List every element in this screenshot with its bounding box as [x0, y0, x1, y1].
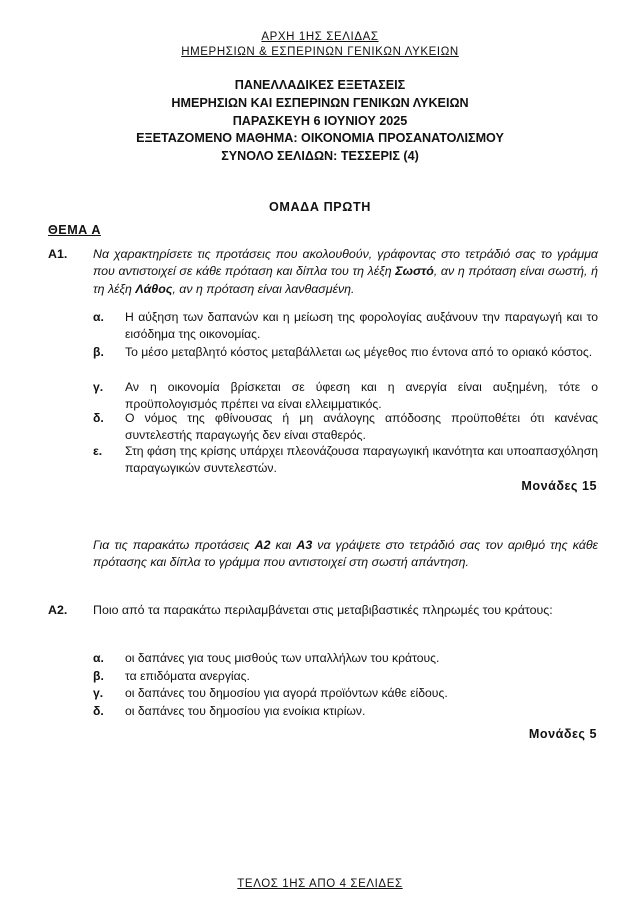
item-letter: α.	[93, 310, 104, 324]
question-a1-label: Α1.	[48, 247, 68, 261]
a1-item	[93, 410, 598, 444]
option-text: οι δαπάνες του δημοσίου για αγορά προϊόντων κάθε είδους.	[125, 686, 448, 700]
header-start-of-page: ΑΡΧΗ 1ΗΣ ΣΕΛΙΔΑΣ	[261, 31, 379, 43]
item-letter: β.	[93, 345, 104, 359]
title-line-1: ΠΑΝΕΛΛΑΔΙΚΕΣ ΕΞΕΤΑΣΕΙΣ	[234, 78, 406, 92]
instr-text: Για τις παρακάτω προτάσεις	[93, 538, 255, 552]
ref-a3: Α3	[296, 538, 313, 552]
instr-text: , αν η πρόταση είναι λανθασμένη.	[172, 281, 355, 296]
option-letter: δ.	[93, 704, 104, 718]
a2-a3-instructions	[93, 537, 598, 572]
a1-item	[93, 344, 598, 361]
a1-item	[93, 379, 598, 413]
item-letter: ε.	[93, 444, 103, 458]
instr-text: και	[270, 538, 297, 552]
item-text: Ο νόμος της φθίνουσας ή μη ανάλογης απόδοσης προϋποθέτει ότι κανένας συντελεστής παραγωγής δεν είναι σταθερός.	[125, 411, 598, 442]
a1-marks: Μονάδες 15	[521, 479, 597, 493]
item-letter: γ.	[93, 380, 104, 394]
question-a2-text: Ποιο από τα παρακάτω περιλαμβάνεται στις μεταβιβαστικές πληρωμές του κράτους:	[93, 603, 553, 617]
option-text: τα επιδόματα ανεργίας.	[125, 669, 250, 683]
item-text: Το μέσο μεταβλητό κόστος μεταβάλλεται ως μέγεθος πιο έντονα από το οριακό κόστος.	[125, 345, 593, 359]
question-a1-instructions	[93, 246, 598, 298]
word-correct: Σωστό	[395, 264, 434, 279]
item-text: Αν η οικονομία βρίσκεται σε ύφεση και η ανεργία είναι αυξημένη, τότε ο προϋπολογισμός πρέπει να είναι ελλειμματικός.	[125, 380, 598, 411]
exam-title-block	[0, 77, 640, 166]
option-letter: α.	[93, 651, 104, 665]
header-school-type: ΗΜΕΡΗΣΙΩΝ & ΕΣΠΕΡΙΝΩΝ ΓΕΝΙΚΩΝ ΛΥΚΕΙΩΝ	[181, 46, 459, 58]
option-text: οι δαπάνες του δημοσίου για ενοίκια κτιρίων.	[125, 704, 366, 718]
item-text: Στη φάση της κρίσης υπάρχει πλεονάζουσα παραγωγική ικανότητα και υποαπασχόληση παραγωγικών συντελεστών.	[125, 444, 598, 475]
instr-text: Να χαρακτηρίσετε τις προτάσεις που ακολουθούν, γράφοντας στο τετράδιό σας το γράμμα που αντιστοιχεί σε κάθε πρόταση και δίπλα του τη λέξη	[93, 247, 598, 279]
word-wrong: Λάθος	[135, 281, 173, 296]
instr-text: να γράψετε στο τετράδιό σας τον αριθμό της κάθε πρότασης και δίπλα το γράμμα που αντιστοιχεί στη σωστή απάντηση.	[93, 538, 598, 570]
title-line-5: ΣΥΝΟΛΟ ΣΕΛΙΔΩΝ: ΤΕΣΣΕΡΙΣ (4)	[221, 149, 419, 164]
a2-option	[93, 668, 598, 685]
item-letter: δ.	[93, 411, 104, 425]
a2-option	[93, 703, 598, 720]
ref-a2: Α2	[254, 538, 271, 552]
page-header	[0, 30, 640, 60]
option-text: οι δαπάνες για τους μισθούς των υπαλλήλων του κράτους.	[125, 651, 440, 665]
section-heading: ΘΕΜΑ Α	[48, 223, 101, 237]
question-a2-label: Α2.	[48, 603, 68, 617]
a2-option	[93, 685, 598, 702]
title-line-3: ΠΑΡΑΣΚΕΥΗ 6 ΙΟΥΝΙΟΥ 2025	[232, 113, 408, 128]
option-letter: γ.	[93, 686, 104, 700]
a1-item	[93, 309, 598, 343]
title-line-4: ΕΞΕΤΑΖΟΜΕΝΟ ΜΑΘΗΜΑ: ΟΙΚΟΝΟΜΙΑ ΠΡΟΣΑΝΑΤΟΛΙΣΜΟΥ	[136, 131, 504, 146]
a2-option	[93, 650, 598, 667]
title-line-2: ΗΜΕΡΗΣΙΩΝ ΚΑΙ ΕΣΠΕΡΙΝΩΝ ΓΕΝΙΚΩΝ ΛΥΚΕΙΩΝ	[171, 95, 469, 110]
page-footer: ΤΕΛΟΣ 1ΗΣ ΑΠΟ 4 ΣΕΛΙΔΕΣ	[237, 878, 403, 890]
item-text: Η αύξηση των δαπανών και η μείωση της φορολογίας αυξάνουν την παραγωγή και το εισόδημα της οικονομίας.	[125, 310, 598, 341]
instr-text: , αν η πρόταση είναι σωστή, ή τη λέξη	[93, 264, 598, 296]
group-title: ΟΜΑΔΑ ΠΡΩΤΗ	[268, 200, 371, 214]
option-letter: β.	[93, 669, 104, 683]
a2-marks: Μονάδες 5	[528, 727, 597, 741]
a1-item	[93, 443, 598, 477]
